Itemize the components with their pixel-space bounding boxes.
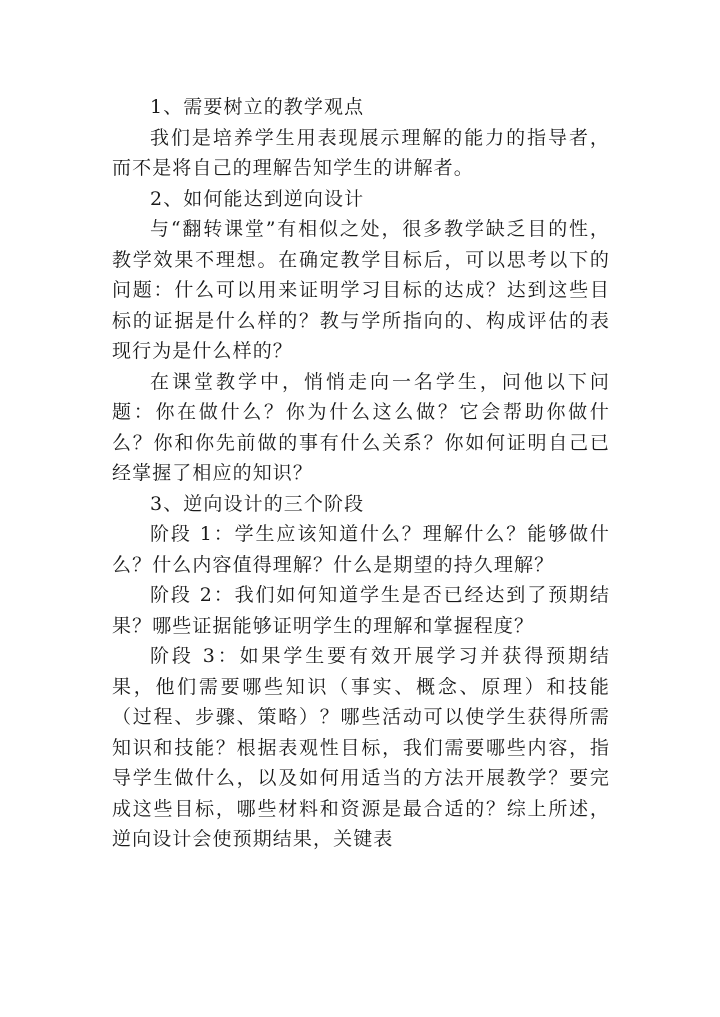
section-heading-2: 2、如何能达到逆向设计 — [150, 187, 365, 210]
paragraph-classroom-questions: 在课堂教学中，悄悄走向一名学生，问他以下问题：你在做什么？你为什么这么做？它会帮助你做什么？你和你先前做的事有什么关系？你如何证明自己已经掌握了相应的知识？ — [112, 370, 610, 484]
section-heading-3: 3、逆向设计的三个阶段 — [150, 492, 365, 515]
document-page — [112, 92, 610, 855]
section-heading-1: 1、需要树立的教学观点 — [150, 96, 365, 118]
paragraph-teacher-role: 我们是培养学生用表现展示理解的能力的指导者，而不是将自己的理解告知学生的讲解者。 — [112, 126, 610, 179]
paragraph-flipped-classroom: 与“翻转课堂”有相似之处，很多教学缺乏目的性，教学效果不理想。在确定教学目标后，可以思考以下的问题：什么可以用来证明学习目标的达成？达到这些目标的证据是什么样的？教与学所指向的、构成评估的表现行为是什么样的？ — [112, 218, 610, 362]
paragraph-stage-3: 阶段 3：如果学生要有效开展学习并获得预期结果，他们需要哪些知识（事实、概念、原理）和技能（过程、步骤、策略）？哪些活动可以使学生获得所需知识和技能？根据表观性目标，我们需要哪些内容，指导学生做什么，以及如何用适当的方法开展教学？要完成这些目标，哪些材料和资源是最合适的？综上所述，逆向设计会使预期结果，关键表 — [112, 645, 610, 850]
paragraph-stage-2: 阶段 2：我们如何知道学生是否已经达到了预期结果？哪些证据能够证明学生的理解和掌握程度？ — [112, 584, 610, 637]
paragraph-stage-1: 阶段 1：学生应该知道什么？理解什么？能够做什么？什么内容值得理解？什么是期望的持久理解？ — [112, 523, 610, 576]
